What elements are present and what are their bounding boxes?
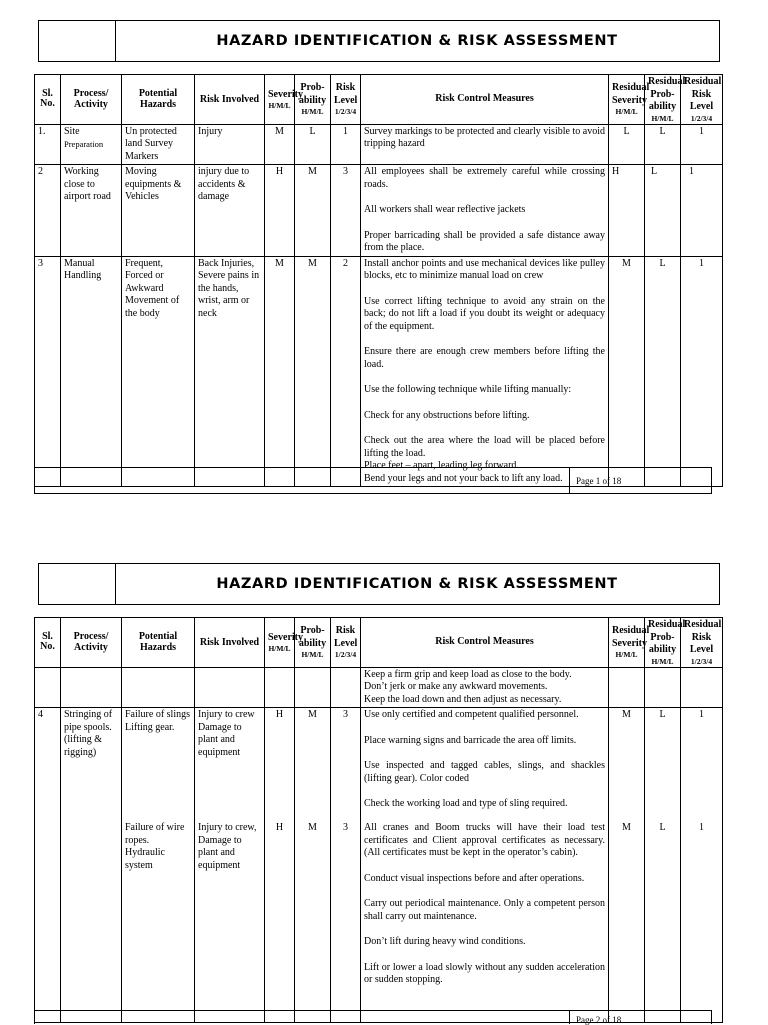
control-item: Carry out periodical maintenance. Only a competent person shall carry out maintenance. <box>364 898 605 922</box>
cell-empty <box>195 667 265 708</box>
hazard-a: Failure of slings Lifting gear. <box>125 709 190 733</box>
cell-empty <box>265 667 295 708</box>
table-row <box>35 256 723 487</box>
header-row <box>35 618 723 668</box>
doc-title: HAZARD IDENTIFICATION & RISK ASSESSMENT <box>216 576 618 592</box>
control-item: Check out the area where the load will be placed before lifting the load. <box>364 435 605 459</box>
logo-placeholder <box>39 564 116 604</box>
cell-risk: injury due to accidents & damage <box>195 165 265 257</box>
cell-process: Working close to airport road <box>61 165 122 257</box>
page-1-footer <box>34 467 712 494</box>
control-item: Place feet – apart, leading leg forward. <box>364 460 519 471</box>
cell-hazards: Un protected land Survey Markers <box>122 124 195 165</box>
cell-res-probability: L <box>645 124 681 165</box>
control-item: Keep a firm grip and keep load as close to the body. <box>364 668 572 680</box>
header-res-risk: Residual Risk Level 1/2/3/4 <box>681 618 723 668</box>
cell-empty <box>609 667 645 708</box>
control-item: Survey markings to be protected and clearly visible to avoid tripping hazard <box>364 125 605 149</box>
cell-sl: 4 <box>35 708 61 1023</box>
cell-res-level: 1 <box>681 256 723 487</box>
cell-controls <box>361 708 609 1023</box>
cell-severity: M <box>265 256 295 487</box>
cell-process: Site Preparation <box>61 124 122 165</box>
header-sl: Sl. No. <box>35 618 61 668</box>
cell-res-severity: H <box>609 165 645 257</box>
control-item: Use inspected and tagged cables, slings, and shackles (lifting gear). Color coded <box>364 760 605 784</box>
cell-controls <box>361 667 609 708</box>
cell-sl: 1. <box>35 124 61 165</box>
header-risk-level: Risk Level 1/2/3/4 <box>331 75 361 125</box>
header-sl: Sl. No. <box>35 75 61 125</box>
header-res-severity: Residual Severity H/M/L <box>609 618 645 668</box>
cell-res-probability: L <box>645 256 681 487</box>
cell-process: Manual Handling <box>61 256 122 487</box>
risk-b: Injury to crew, Damage to plant and equipment <box>198 822 257 871</box>
controls-a <box>364 709 605 822</box>
control-item: Install anchor points and use mechanical devices like pulley blocks, etc to minimize manual load on crew <box>364 257 605 281</box>
cell-risk: Back Injuries, Severe pains in the hands, wrist, arm or neck <box>195 256 265 487</box>
table-row <box>35 708 723 1023</box>
control-item: All employees shall be extremely careful while crossing roads. <box>364 166 605 190</box>
cell-risk: Injury <box>195 124 265 165</box>
header-controls: Risk Control Measures <box>361 618 609 668</box>
cell-empty <box>295 667 331 708</box>
cell-risk <box>195 708 265 1023</box>
control-item: All cranes and Boom trucks will have their load test certificates and Client approval certificates as necessary. (All certificates must be kept in the operator’s cabin). <box>364 822 605 858</box>
header-hazards: Potential Hazards <box>122 75 195 125</box>
cell-res-level: 1 <box>681 124 723 165</box>
cell-probability: M <box>295 165 331 257</box>
cell-level: 3 <box>331 165 361 257</box>
logo-placeholder <box>39 21 116 61</box>
header-severity: Severity H/M/L <box>265 75 295 125</box>
control-item: Don’t jerk or make any awkward movements. <box>364 681 548 692</box>
header-process: Process/ Activity <box>61 618 122 668</box>
cell-res-severity: M M <box>609 708 645 1023</box>
cell-empty <box>681 667 723 708</box>
control-item: Use correct lifting technique to avoid any strain on the back; do not lift a load if you doubt its weight or adequacy of the equipment. <box>364 295 605 332</box>
cell-sl: 2 <box>35 165 61 257</box>
control-item: Bend your legs and not your back to lift any load. <box>364 472 563 484</box>
cell-controls <box>361 124 609 165</box>
control-item: Place warning signs and barricade the area off limits. <box>364 734 577 746</box>
cell-empty <box>122 667 195 708</box>
cell-empty <box>331 667 361 708</box>
page-number: Page 2 of 18 <box>569 1011 621 1024</box>
controls-b <box>364 822 605 987</box>
control-item: Don’t lift during heavy wind conditions. <box>364 936 526 947</box>
cell-probability: M <box>295 256 331 487</box>
page-1-title-box <box>38 20 720 62</box>
cell-res-level: 1 1 <box>681 708 723 1023</box>
cell-empty <box>35 667 61 708</box>
hira-table-page-1 <box>34 74 723 487</box>
page-2-footer <box>34 1010 712 1024</box>
hira-table-page-2 <box>34 617 723 1023</box>
cell-severity: H H <box>265 708 295 1023</box>
control-item: Use only certified and competent qualified personnel. <box>364 709 579 720</box>
header-risk: Risk Involved <box>195 618 265 668</box>
page-number: Page 1 of 18 <box>569 468 621 493</box>
header-severity: Severity H/M/L <box>265 618 295 668</box>
cell-hazards: Moving equipments & Vehicles <box>122 165 195 257</box>
control-item: All workers shall wear reflective jackets <box>364 204 526 215</box>
header-res-probability: Residual Prob-ability H/M/L <box>645 618 681 668</box>
control-item: Lift or lower a load slowly without any sudden acceleration or sudden stopping. <box>364 961 605 985</box>
header-process: Process/ Activity <box>61 75 122 125</box>
table-row-continued <box>35 667 723 708</box>
control-item: Conduct visual inspections before and after operations. <box>364 872 585 884</box>
header-res-probability: Residual Prob-ability H/M/L <box>645 75 681 125</box>
cell-res-level: 1 <box>681 165 723 257</box>
cell-sl: 3 <box>35 256 61 487</box>
cell-severity: M <box>265 124 295 165</box>
cell-res-severity: L <box>609 124 645 165</box>
header-res-risk: Residual Risk Level 1/2/3/4 <box>681 75 723 125</box>
cell-hazards <box>122 708 195 1023</box>
cell-probability: M M <box>295 708 331 1023</box>
control-item: Check for any obstructions before lifting. <box>364 409 530 421</box>
control-item: Ensure there are enough crew members before lifting the load. <box>364 346 605 370</box>
cell-level: 1 <box>331 124 361 165</box>
header-row <box>35 75 723 125</box>
header-res-severity: Residual Severity H/M/L <box>609 75 645 125</box>
cell-controls <box>361 165 609 257</box>
control-item: Use the following technique while lifting manually: <box>364 384 572 395</box>
cell-hazards: Frequent, Forced or Awkward Movement of the body <box>122 256 195 487</box>
cell-empty <box>645 667 681 708</box>
header-probability: Prob-ability H/M/L <box>295 75 331 125</box>
control-item: Keep the load down and then adjust as necessary. <box>364 693 562 705</box>
cell-controls <box>361 256 609 487</box>
control-item: Proper barricading shall be provided a safe distance away from the place. <box>364 229 605 253</box>
table-row <box>35 165 723 257</box>
cell-process: Stringing of pipe spools. (lifting & rigging) <box>61 708 122 1023</box>
cell-empty <box>61 667 122 708</box>
control-item: Check the working load and type of sling required. <box>364 798 568 809</box>
page-2-title-box <box>38 563 720 605</box>
risk-a: Injury to crew Damage to plant and equipment <box>198 709 255 758</box>
cell-probability: L <box>295 124 331 165</box>
cell-res-probability: L <box>645 165 681 257</box>
header-risk: Risk Involved <box>195 75 265 125</box>
cell-level: 2 <box>331 256 361 487</box>
table-row <box>35 124 723 165</box>
header-controls: Risk Control Measures <box>361 75 609 125</box>
cell-severity: H <box>265 165 295 257</box>
cell-res-severity: M <box>609 256 645 487</box>
header-probability: Prob-ability H/M/L <box>295 618 331 668</box>
header-risk-level: Risk Level 1/2/3/4 <box>331 618 361 668</box>
cell-level: 3 3 <box>331 708 361 1023</box>
doc-title: HAZARD IDENTIFICATION & RISK ASSESSMENT <box>216 33 618 49</box>
header-hazards: Potential Hazards <box>122 618 195 668</box>
hazard-b: Failure of wire ropes. Hydraulic system <box>125 822 185 871</box>
cell-res-probability: L L <box>645 708 681 1023</box>
